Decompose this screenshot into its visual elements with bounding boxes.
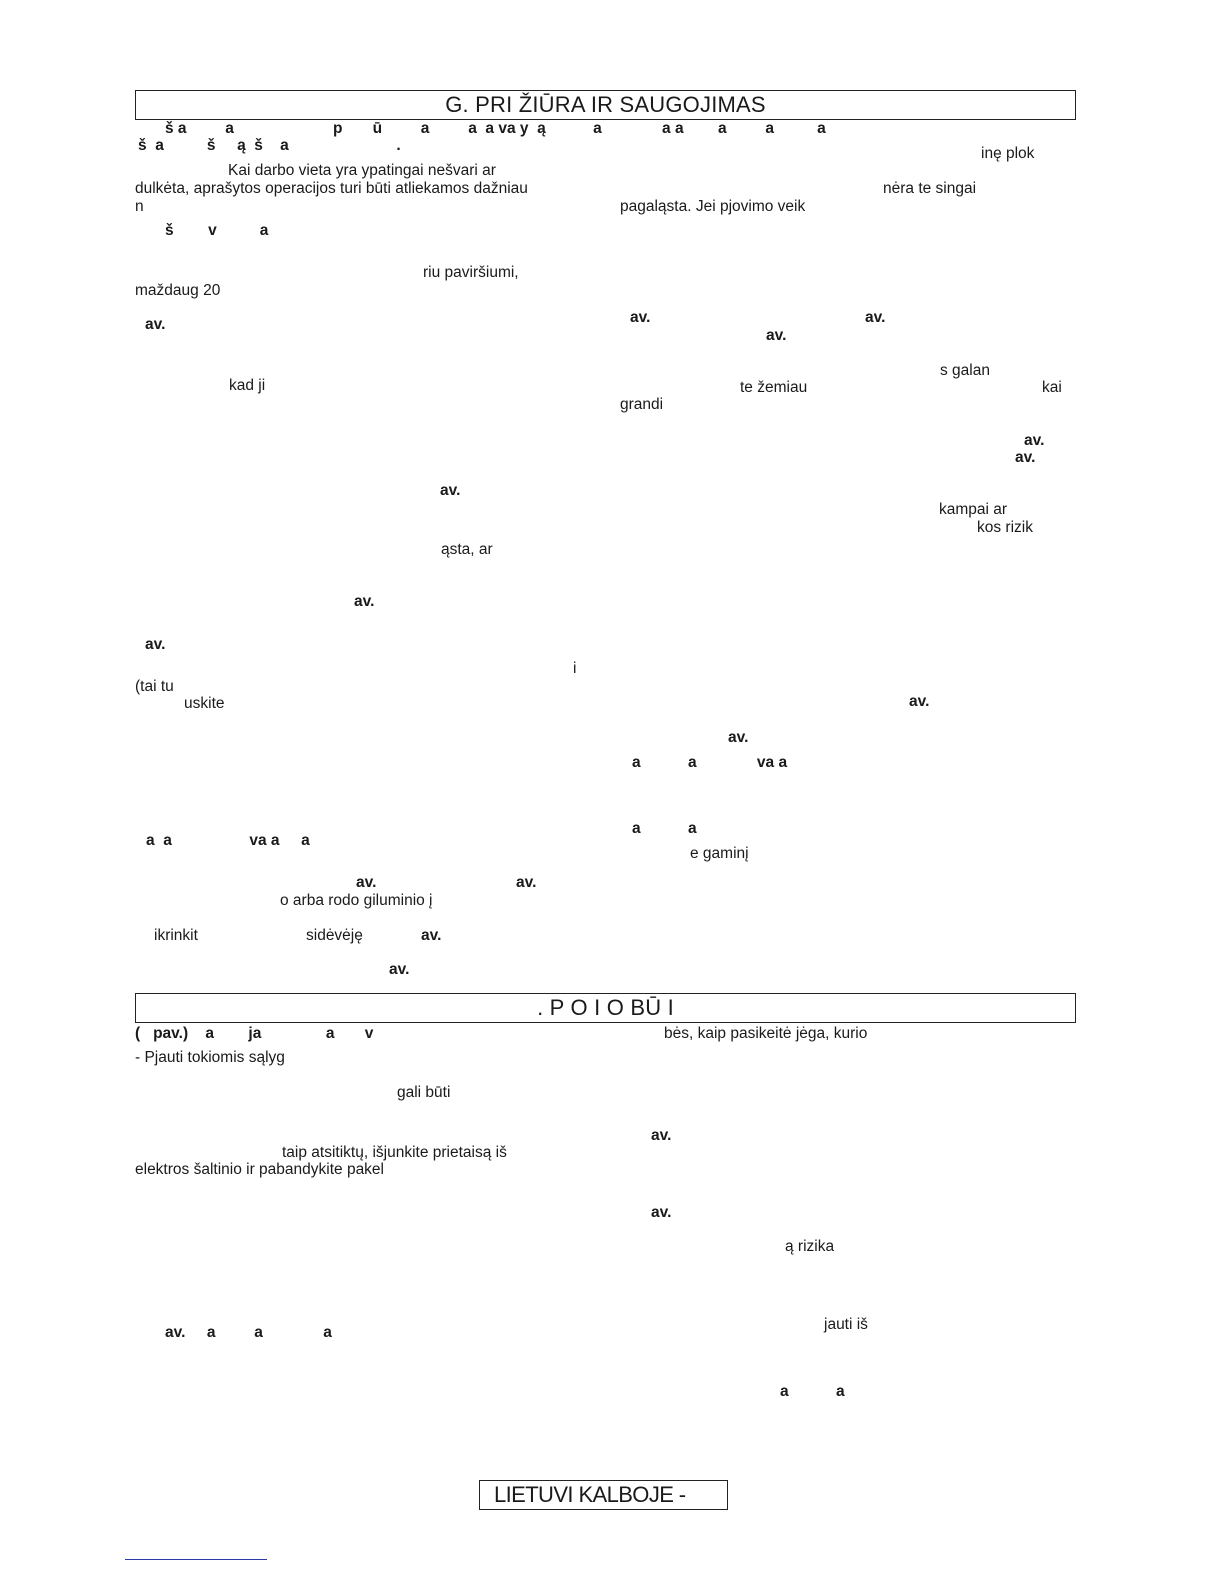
footer-label-text: LIETUVI KALBOJE -: [494, 1482, 686, 1507]
text-fragment: jauti iš: [824, 1316, 868, 1333]
text-fragment: av.: [354, 593, 375, 610]
text-fragment: kos rizik: [977, 519, 1033, 536]
text-fragment: av.: [516, 874, 537, 891]
text-fragment: av.: [651, 1127, 672, 1144]
text-fragment: a a va a a: [146, 832, 310, 849]
text-fragment: av.: [145, 316, 166, 333]
text-fragment: a a: [780, 1383, 845, 1400]
text-fragment: riu paviršiumi,: [423, 264, 519, 281]
text-fragment: s galan: [940, 362, 990, 379]
text-fragment: kad ji: [229, 377, 266, 394]
text-fragment: n: [135, 198, 144, 215]
text-fragment: e gaminį: [690, 845, 749, 862]
text-fragment: av.: [440, 482, 461, 499]
text-fragment: av.: [728, 729, 749, 746]
footer-language-label: [479, 1480, 728, 1510]
text-fragment: Kai darbo vieta yra ypatingai nešvari ar: [228, 162, 496, 179]
text-fragment: pagaląsta. Jei pjovimo veik: [620, 198, 806, 215]
text-fragment: š v a: [165, 222, 269, 239]
text-fragment: maždaug 20: [135, 282, 221, 299]
text-fragment: kampai ar: [939, 501, 1008, 518]
text-fragment: av.: [1015, 449, 1036, 466]
text-fragment: a a: [632, 820, 697, 837]
section-g-title: G. PRI ŽIŪRA IR SAUGOJIMAS: [445, 92, 766, 117]
footer-rule: [125, 1559, 267, 1560]
text-fragment: nėra te singai: [883, 180, 977, 197]
text-fragment: ą rizika: [785, 1238, 835, 1255]
section-h-header: [135, 993, 1076, 1023]
text-fragment: gali būti: [397, 1084, 451, 1101]
text-fragment: grandi: [620, 396, 664, 413]
text-fragment: ikrinkit: [154, 927, 198, 944]
text-fragment: ąsta, ar: [441, 541, 493, 558]
text-fragment: av.: [389, 961, 410, 978]
text-fragment: elektros šaltinio ir pabandykite pakel: [135, 1161, 384, 1178]
text-fragment: av.: [909, 693, 930, 710]
text-fragment: te žemiau: [740, 379, 808, 396]
text-fragment: a a va a: [632, 754, 788, 771]
text-fragment: taip atsitiktų, išjunkite prietaisą iš: [282, 1144, 507, 1161]
section-g-header: [135, 90, 1076, 120]
text-fragment: ( pav.) a ja a v: [135, 1025, 374, 1042]
text-fragment: - Pjauti tokiomis sąlyg: [135, 1049, 285, 1066]
text-fragment: av.: [651, 1204, 672, 1221]
text-fragment: š a a p ū a a a va y ą a a a a a a: [165, 120, 826, 137]
text-fragment: sidėvėję: [306, 927, 363, 944]
text-fragment: av.: [356, 874, 377, 891]
text-fragment: š a š ą š a .: [138, 137, 401, 154]
text-fragment: av.: [630, 309, 651, 326]
text-fragment: uskite: [184, 695, 225, 712]
text-fragment: kai: [1042, 379, 1062, 396]
text-fragment: av. a a a: [165, 1324, 332, 1341]
section-h-title: . P O I O BŪ I: [537, 995, 674, 1020]
text-fragment: o arba rodo giluminio į: [280, 892, 433, 909]
text-fragment: (tai tu: [135, 678, 174, 695]
text-fragment: av.: [421, 927, 442, 944]
text-fragment: i: [573, 660, 577, 677]
text-fragment: av.: [145, 636, 166, 653]
text-fragment: bės, kaip pasikeitė jėga, kurio: [664, 1025, 868, 1042]
text-fragment: dulkėta, aprašytos operacijos turi būti atliekamos dažniau: [135, 180, 528, 197]
text-fragment: av.: [1024, 432, 1045, 449]
text-fragment: av.: [865, 309, 886, 326]
text-fragment: inę plok: [981, 145, 1035, 162]
text-fragment: av.: [766, 327, 787, 344]
